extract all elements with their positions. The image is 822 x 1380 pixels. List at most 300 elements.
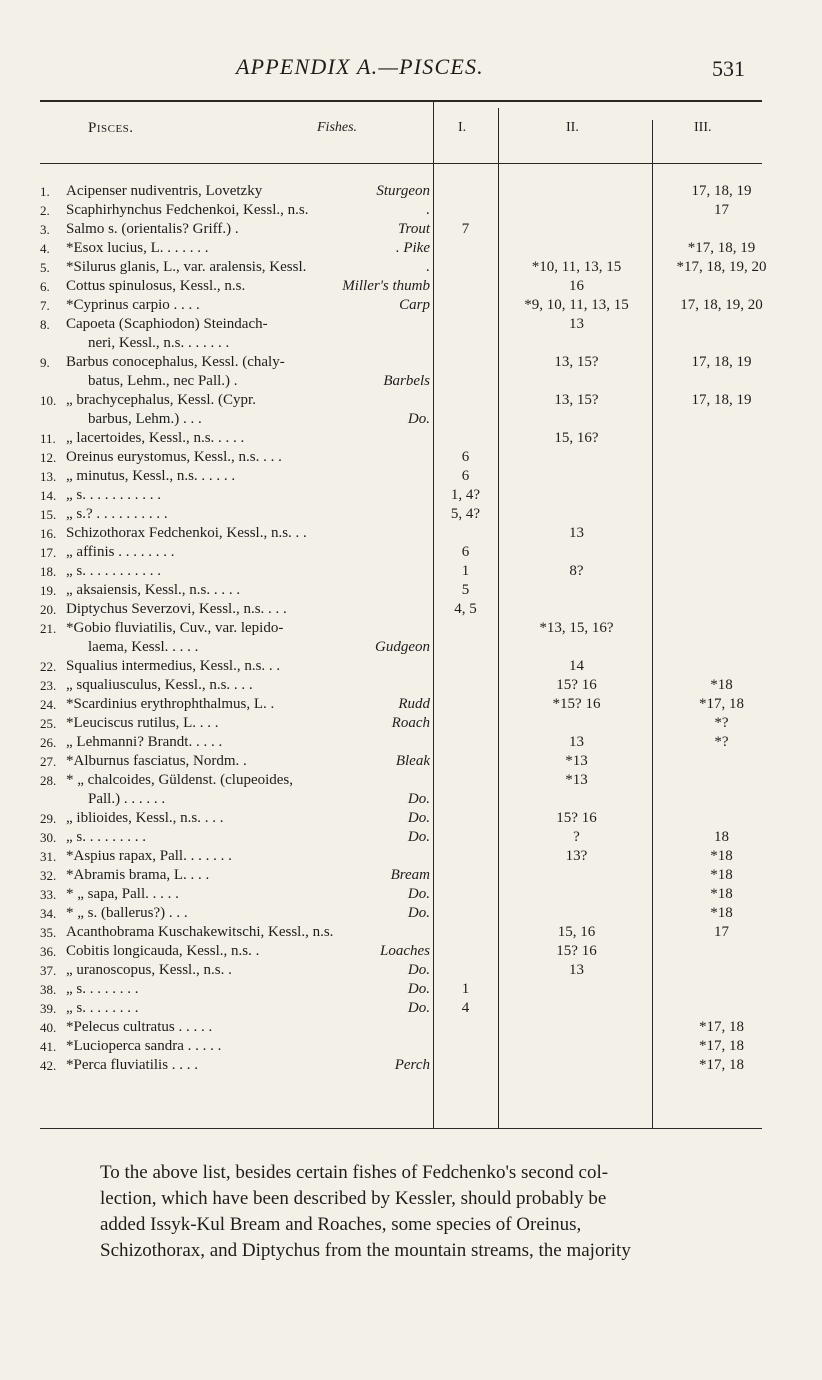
locality-c2: 15, 16? <box>554 430 599 446</box>
table-row <box>40 752 789 771</box>
species-name: Schizothorax Fedchenkoi, Kessl., n.s. . . <box>66 525 307 541</box>
species-cell <box>66 942 432 961</box>
locality-c2: 15? 16 <box>556 810 597 826</box>
locality-c1 <box>432 353 499 391</box>
locality-c1: 6 <box>461 544 470 560</box>
row-number: 7. <box>40 298 50 313</box>
locality-c1 <box>432 714 499 733</box>
row-number: 32. <box>40 868 57 883</box>
species-cell <box>66 429 432 448</box>
species-name: Diptychus Severzovi, Kessl., n.s. . . . <box>66 601 287 617</box>
locality-c1 <box>432 885 499 904</box>
locality-c1: 7 <box>461 221 470 237</box>
species-name: Acipenser nudiventris, Lovetzky <box>66 183 263 199</box>
species-line <box>66 201 432 220</box>
locality-c3: *17, 18, 19 <box>687 240 756 256</box>
table-row <box>40 847 789 866</box>
locality-c2 <box>499 904 654 923</box>
species-line <box>66 847 432 866</box>
common-name: Trout <box>398 221 430 237</box>
species-cell <box>66 182 432 201</box>
species-name: „ iblioides, Kessl., n.s. . . . <box>66 810 224 826</box>
table-row <box>40 695 789 714</box>
locality-c2 <box>499 448 654 467</box>
row-number: 41. <box>40 1039 57 1054</box>
species-line <box>66 904 432 923</box>
row-number: 8. <box>40 317 50 332</box>
paragraph-line: lection, which have been described by Kessler, should probably be <box>100 1188 607 1209</box>
species-name: * „ chalcoides, Güldenst. (clupeoides, <box>66 772 294 788</box>
locality-c2 <box>499 885 654 904</box>
locality-c1 <box>432 277 499 296</box>
common-name: . Pike <box>395 240 430 256</box>
locality-c2: *10, 11, 13, 15 <box>531 259 622 275</box>
locality-c1 <box>432 752 499 771</box>
row-number: 27. <box>40 754 57 769</box>
table-row <box>40 201 789 220</box>
row-number: 25. <box>40 716 57 731</box>
row-number: 6. <box>40 279 50 294</box>
locality-c2 <box>499 505 654 524</box>
locality-c3 <box>654 562 789 581</box>
locality-c2: 15? 16 <box>556 943 597 959</box>
table-row <box>40 429 789 448</box>
locality-c3: *17, 18, 19, 20 <box>676 259 767 275</box>
locality-c2 <box>499 1056 654 1075</box>
locality-c3: 17 <box>714 924 729 940</box>
species-line <box>66 752 432 771</box>
species-name: „ s. . . . . . . . <box>66 1000 139 1016</box>
species-cell <box>66 657 432 676</box>
species-line <box>66 562 432 581</box>
locality-c3 <box>654 619 789 657</box>
table-row <box>40 999 789 1018</box>
species-cell <box>66 239 432 258</box>
common-name: Bream <box>390 867 430 883</box>
species-cell <box>66 1018 432 1037</box>
row-number: 36. <box>40 944 57 959</box>
species-cell <box>66 391 432 429</box>
locality-c3 <box>654 448 789 467</box>
locality-c1 <box>432 524 499 543</box>
locality-c3: *18 <box>710 905 733 921</box>
locality-c2 <box>499 486 654 505</box>
locality-c1: 6 <box>461 468 470 484</box>
paragraph-line: added Issyk-Kul Bream and Roaches, some species of Oreinus, <box>100 1214 582 1235</box>
row-number: 40. <box>40 1020 57 1035</box>
table-row <box>40 1056 789 1075</box>
locality-c3: *? <box>714 734 729 750</box>
locality-c1 <box>432 201 499 220</box>
row-number: 9. <box>40 355 50 370</box>
common-name: Miller's thumb <box>342 278 430 294</box>
running-head <box>0 54 822 84</box>
species-name: *Cyprinus carpio . . . . <box>66 297 200 313</box>
locality-c2 <box>499 201 654 220</box>
species-line <box>66 600 432 619</box>
locality-c3 <box>654 752 789 771</box>
locality-c1 <box>432 828 499 847</box>
common-name: Barbels <box>383 373 430 389</box>
species-name: „ aksaiensis, Kessl., n.s. . . . . <box>66 582 241 598</box>
locality-c2 <box>499 600 654 619</box>
locality-c3: 17, 18, 19, 20 <box>680 297 763 313</box>
species-line <box>66 239 432 258</box>
species-line <box>66 980 432 999</box>
locality-c2 <box>499 467 654 486</box>
species-cell <box>66 524 432 543</box>
species-cell <box>66 600 432 619</box>
table-row <box>40 543 789 562</box>
species-cell <box>66 315 432 353</box>
paragraph-line: Schizothorax, and Diptychus from the mountain streams, the majority <box>100 1240 631 1261</box>
species-line <box>66 866 432 885</box>
species-line <box>66 505 432 524</box>
locality-c3: *17, 18 <box>699 1057 744 1073</box>
species-cell <box>66 885 432 904</box>
table-row <box>40 391 789 429</box>
species-line <box>66 657 432 676</box>
species-line <box>66 353 432 372</box>
table-row <box>40 866 789 885</box>
row-number: 16. <box>40 526 57 541</box>
species-name: Squalius intermedius, Kessl., n.s. . . <box>66 658 281 674</box>
header-col-1: I. <box>458 120 467 135</box>
common-name: Do. <box>407 810 430 826</box>
row-number: 26. <box>40 735 57 750</box>
species-cell <box>66 999 432 1018</box>
locality-c3 <box>654 220 789 239</box>
species-line <box>66 581 432 600</box>
common-name: Loaches <box>380 943 430 959</box>
locality-c1 <box>432 391 499 429</box>
species-line <box>66 923 432 942</box>
species-name: Salmo s. (orientalis? Griff.) . <box>66 221 239 237</box>
table-row <box>40 182 789 201</box>
species-line <box>66 448 432 467</box>
locality-c1 <box>432 733 499 752</box>
species-cell <box>66 980 432 999</box>
species-line <box>66 524 432 543</box>
species-line <box>66 391 432 410</box>
table-row <box>40 714 789 733</box>
species-name: „ brachycephalus, Kessl. (Cypr. <box>66 392 256 408</box>
table-row <box>40 1018 789 1037</box>
species-name: „ s. . . . . . . . . <box>66 829 146 845</box>
locality-c3: *18 <box>710 886 733 902</box>
table-row <box>40 258 789 277</box>
species-name: *Aspius rapax, Pall. . . . . . . <box>66 848 232 864</box>
header-pisces: Pisces. <box>88 120 134 136</box>
locality-c1: 6 <box>461 449 470 465</box>
table-row <box>40 524 789 543</box>
common-name: Rudd <box>398 696 430 712</box>
locality-c3 <box>654 657 789 676</box>
row-number: 23. <box>40 678 57 693</box>
species-name: Barbus conocephalus, Kessl. (chaly- <box>66 354 285 370</box>
species-name: * „ s. (ballerus?) . . . <box>66 905 188 921</box>
locality-c2: *13 <box>565 753 588 769</box>
table-row <box>40 809 789 828</box>
species-cell <box>66 752 432 771</box>
table-row <box>40 296 789 315</box>
species-name: Capoeta (Scaphiodon) Steindach- <box>66 316 268 332</box>
locality-c3: *17, 18 <box>699 1019 744 1035</box>
bottom-rule <box>40 1128 762 1129</box>
species-name: *Leuciscus rutilus, L. . . . <box>66 715 219 731</box>
locality-c1 <box>432 904 499 923</box>
locality-c2 <box>499 182 654 201</box>
row-number: 13. <box>40 469 57 484</box>
species-name: „ s. . . . . . . . <box>66 981 139 997</box>
row-number: 31. <box>40 849 57 864</box>
species-cell <box>66 676 432 695</box>
table-row <box>40 467 789 486</box>
locality-c2: *13 <box>565 772 588 788</box>
species-line <box>66 258 432 277</box>
locality-c2: 13 <box>569 316 584 332</box>
species-line <box>66 1056 432 1075</box>
table-row <box>40 353 789 391</box>
common-name: Gudgeon <box>375 639 430 655</box>
species-line <box>66 372 432 391</box>
row-number: 12. <box>40 450 57 465</box>
header-fishes: Fishes. <box>317 120 358 135</box>
locality-c2 <box>499 220 654 239</box>
table-row <box>40 448 789 467</box>
species-name: „ minutus, Kessl., n.s. . . . . . <box>66 468 236 484</box>
species-line <box>66 277 432 296</box>
species-line <box>66 486 432 505</box>
locality-c2: *9, 10, 11, 13, 15 <box>524 297 629 313</box>
species-cell <box>66 923 432 942</box>
locality-c2: 13? <box>565 848 588 864</box>
locality-c1: 1 <box>461 563 470 579</box>
row-number: 4. <box>40 241 50 256</box>
species-name: *Gobio fluviatilis, Cuv., var. lepido- <box>66 620 284 636</box>
locality-c2: 13, 15? <box>554 392 599 408</box>
table-row <box>40 942 789 961</box>
common-name: Bleak <box>395 753 430 769</box>
species-line <box>66 1037 432 1056</box>
table-row <box>40 657 789 676</box>
common-name: Do. <box>407 411 430 427</box>
species-cell <box>66 733 432 752</box>
row-number: 35. <box>40 925 57 940</box>
locality-c2: 8? <box>569 563 584 579</box>
species-name: Scaphirhynchus Fedchenkoi, Kessl., n.s. <box>66 202 309 218</box>
species-name: „ squaliusculus, Kessl., n.s. . . . <box>66 677 253 693</box>
common-name: Perch <box>394 1057 430 1073</box>
table-row <box>40 277 789 296</box>
locality-c2 <box>499 581 654 600</box>
table-row <box>40 733 789 752</box>
row-number: 17. <box>40 545 57 560</box>
table-row <box>40 315 789 353</box>
locality-c1 <box>432 619 499 657</box>
locality-c3: *? <box>714 715 729 731</box>
locality-c3 <box>654 600 789 619</box>
species-cell <box>66 353 432 391</box>
table-row <box>40 828 789 847</box>
species-cell <box>66 714 432 733</box>
locality-c1 <box>432 296 499 315</box>
locality-c2: 15? 16 <box>556 677 597 693</box>
species-line <box>66 885 432 904</box>
locality-c2: *13, 15, 16? <box>539 620 614 636</box>
species-line <box>66 1018 432 1037</box>
species-name: „ s.? . . . . . . . . . . <box>66 506 168 522</box>
header-col-3: III. <box>694 120 712 135</box>
row-number: 2. <box>40 203 50 218</box>
locality-c3 <box>654 429 789 448</box>
locality-c2: 16 <box>569 278 584 294</box>
species-cell <box>66 296 432 315</box>
locality-c3 <box>654 771 789 809</box>
locality-c1 <box>432 1037 499 1056</box>
species-line <box>66 296 432 315</box>
species-line <box>66 543 432 562</box>
locality-c1 <box>432 258 499 277</box>
species-line <box>66 638 432 657</box>
row-number: 19. <box>40 583 57 598</box>
locality-c2 <box>499 866 654 885</box>
locality-c1 <box>432 961 499 980</box>
row-number: 1. <box>40 184 50 199</box>
locality-c3: 17, 18, 19 <box>691 183 752 199</box>
species-name: batus, Lehm., nec Pall.) . <box>88 373 238 389</box>
locality-c2 <box>499 1037 654 1056</box>
common-name: Roach <box>391 715 430 731</box>
table-row <box>40 486 789 505</box>
species-cell <box>66 220 432 239</box>
species-line <box>66 714 432 733</box>
species-cell <box>66 695 432 714</box>
species-line <box>66 961 432 980</box>
locality-c1: 1, 4? <box>450 487 481 503</box>
row-number: 37. <box>40 963 57 978</box>
locality-c1 <box>432 847 499 866</box>
locality-c1: 1 <box>461 981 470 997</box>
locality-c3: *18 <box>710 677 733 693</box>
table-row <box>40 581 789 600</box>
body-paragraph <box>100 1160 755 1264</box>
locality-c1 <box>432 657 499 676</box>
row-number: 21. <box>40 621 57 636</box>
locality-c2: 13 <box>569 962 584 978</box>
locality-c1 <box>432 695 499 714</box>
species-line <box>66 676 432 695</box>
locality-c1 <box>432 923 499 942</box>
common-name: Do. <box>407 829 430 845</box>
table-row <box>40 1037 789 1056</box>
species-cell <box>66 828 432 847</box>
species-name: *Alburnus fasciatus, Nordm. . <box>66 753 247 769</box>
species-line <box>66 809 432 828</box>
locality-c2: 13, 15? <box>554 354 599 370</box>
species-line <box>66 695 432 714</box>
species-cell <box>66 543 432 562</box>
species-name: *Silurus glanis, L., var. aralensis, Kessl. <box>66 259 307 275</box>
row-number: 5. <box>40 260 50 275</box>
table-row <box>40 771 789 809</box>
top-rule <box>40 100 762 102</box>
paragraph-line: To the above list, besides certain fishes of Fedchenko's second col- <box>100 1162 609 1183</box>
locality-c3 <box>654 315 789 353</box>
table-row <box>40 600 789 619</box>
row-number: 30. <box>40 830 57 845</box>
locality-c2: 15, 16 <box>557 924 596 940</box>
locality-c1: 4 <box>461 1000 470 1016</box>
table-row <box>40 562 789 581</box>
locality-c3 <box>654 942 789 961</box>
common-name: . <box>426 202 430 218</box>
locality-c3 <box>654 467 789 486</box>
species-name: „ Lehmanni? Brandt. . . . . <box>66 734 223 750</box>
locality-c1 <box>432 429 499 448</box>
species-name: „ s. . . . . . . . . . . <box>66 487 161 503</box>
species-name: neri, Kessl., n.s. . . . . . . <box>88 335 230 351</box>
species-line <box>66 733 432 752</box>
species-name: Cottus spinulosus, Kessl., n.s. <box>66 278 246 294</box>
locality-c3: 18 <box>714 829 729 845</box>
locality-c3: *17, 18 <box>699 696 744 712</box>
common-name: Do. <box>407 962 430 978</box>
locality-c3 <box>654 505 789 524</box>
species-line <box>66 467 432 486</box>
locality-c2: *15? 16 <box>552 696 601 712</box>
locality-c3 <box>654 277 789 296</box>
species-name: „ lacertoides, Kessl., n.s. . . . . <box>66 430 245 446</box>
common-name: . <box>426 259 430 275</box>
species-cell <box>66 771 432 809</box>
locality-c2 <box>499 714 654 733</box>
species-name: Cobitis longicauda, Kessl., n.s. . <box>66 943 260 959</box>
species-cell <box>66 904 432 923</box>
table-row <box>40 980 789 999</box>
table-row <box>40 961 789 980</box>
species-cell <box>66 809 432 828</box>
species-line <box>66 790 432 809</box>
row-number: 15. <box>40 507 57 522</box>
locality-c2 <box>499 239 654 258</box>
species-line <box>66 999 432 1018</box>
locality-c1 <box>432 315 499 353</box>
header-col-2: II. <box>566 120 579 135</box>
common-name: Sturgeon <box>376 183 430 199</box>
species-cell <box>66 581 432 600</box>
locality-c2: 13 <box>569 734 584 750</box>
locality-c3: 17, 18, 19 <box>691 354 752 370</box>
species-name: *Lucioperca sandra . . . . . <box>66 1038 222 1054</box>
species-cell <box>66 562 432 581</box>
table-row <box>40 239 789 258</box>
species-line <box>66 429 432 448</box>
locality-c1: 4, 5 <box>454 601 477 617</box>
species-name: barbus, Lehm.) . . . <box>88 411 202 427</box>
page-number: 531 <box>712 56 745 81</box>
locality-c1 <box>432 1056 499 1075</box>
locality-c1 <box>432 809 499 828</box>
table-row <box>40 904 789 923</box>
species-name: „ affinis . . . . . . . . <box>66 544 175 560</box>
row-number: 11. <box>40 431 56 446</box>
species-line <box>66 828 432 847</box>
locality-c3 <box>654 809 789 828</box>
row-number: 3. <box>40 222 50 237</box>
row-number: 29. <box>40 811 57 826</box>
locality-c3: *18 <box>710 848 733 864</box>
